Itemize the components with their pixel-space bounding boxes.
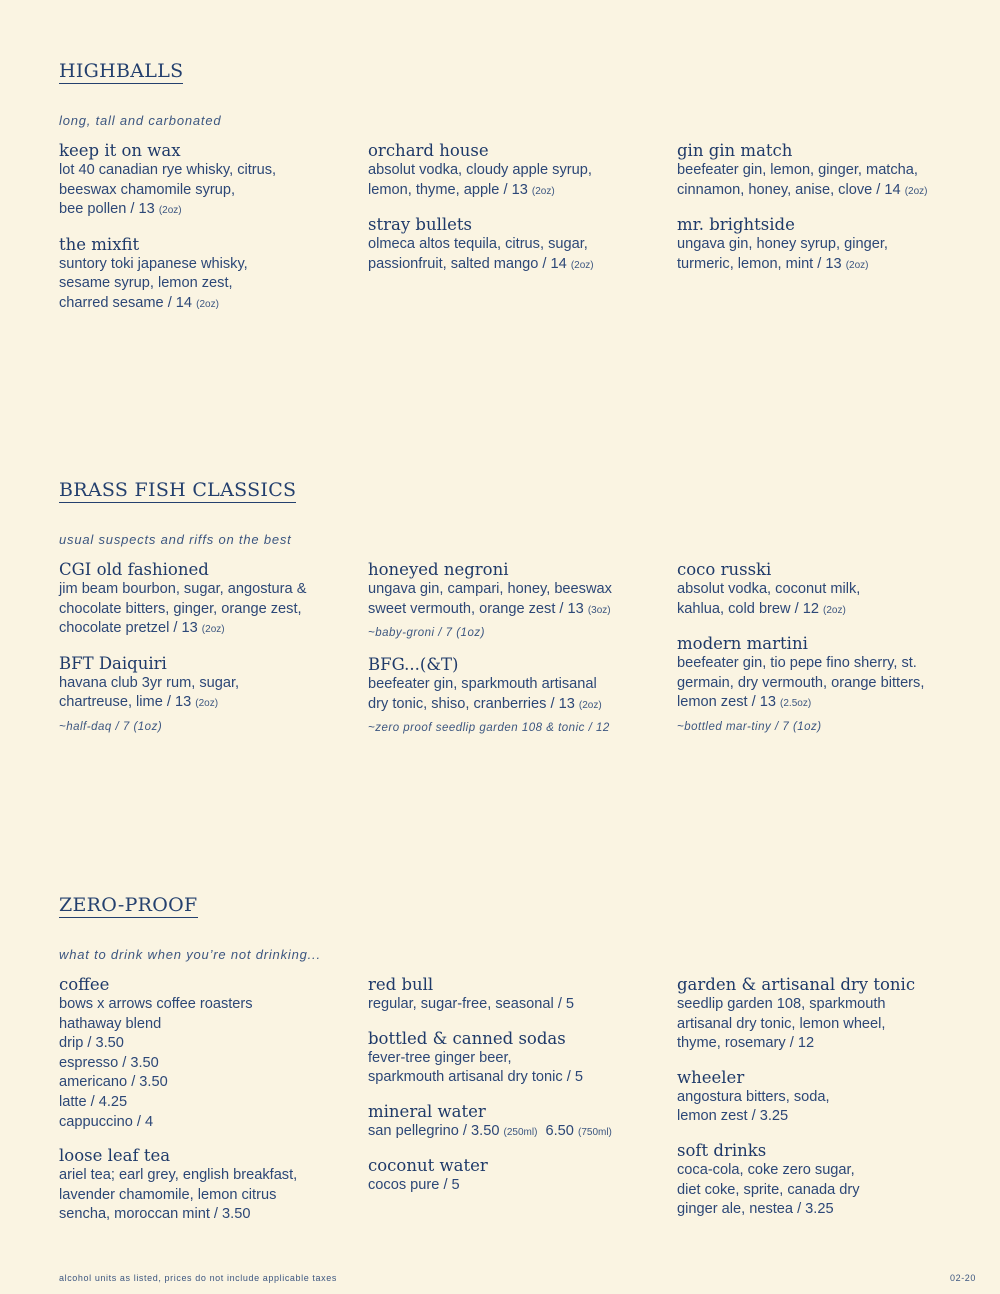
item-description bbox=[677, 235, 967, 275]
description-line bbox=[677, 1034, 967, 1054]
line-text: cinnamon, honey, anise, clove / 14 bbox=[677, 181, 901, 198]
line-text: ungava gin, campari, honey, beeswax bbox=[368, 581, 612, 597]
section-highballs bbox=[59, 60, 959, 311]
menu-column bbox=[368, 560, 658, 750]
item-description bbox=[677, 161, 967, 201]
line-text: lavender chamomile, lemon citrus bbox=[59, 1186, 277, 1203]
menu-item bbox=[368, 1156, 658, 1196]
line-text: sesame syrup, lemon zest, bbox=[59, 275, 233, 292]
line-text: beefeater gin, lemon, ginger, matcha, bbox=[677, 162, 918, 178]
menu-item bbox=[677, 215, 967, 275]
item-name: wheeler bbox=[677, 1067, 745, 1087]
item-description bbox=[59, 674, 349, 714]
line-text: regular, sugar-free, seasonal / 5 bbox=[368, 996, 575, 1012]
item-name: stray bullets bbox=[368, 215, 472, 235]
menu-item bbox=[59, 1146, 349, 1225]
menu-item bbox=[368, 655, 658, 736]
line-text: turmeric, lemon, mint / 13 bbox=[677, 255, 842, 272]
item-name: BFG...(&T) bbox=[368, 655, 459, 675]
item-description bbox=[368, 1122, 658, 1143]
description-line bbox=[368, 235, 658, 255]
description-line bbox=[677, 1015, 967, 1035]
line-text: chocolate pretzel / 13 bbox=[59, 620, 198, 637]
line-text: diet coke, sprite, canada dry bbox=[677, 1181, 860, 1198]
menu-item bbox=[59, 141, 349, 221]
serving-size: (250ml) bbox=[503, 1126, 538, 1138]
description-line bbox=[677, 1181, 967, 1201]
description-line bbox=[677, 1161, 967, 1181]
serving-size: (2oz) bbox=[578, 699, 602, 711]
footer-note: alcohol units as listed, prices do not include applicable taxes bbox=[59, 1273, 337, 1283]
line-text: artisanal dry tonic, lemon wheel, bbox=[677, 1015, 886, 1032]
menu-column bbox=[677, 975, 967, 1234]
item-description bbox=[59, 161, 349, 221]
line-text: germain, dry vermouth, orange bitters, bbox=[677, 674, 925, 691]
description-line bbox=[59, 255, 349, 275]
menu-item bbox=[677, 1068, 967, 1127]
menu-column bbox=[368, 141, 658, 289]
menu-item bbox=[368, 560, 658, 641]
line-text: fever-tree ginger beer, bbox=[368, 1049, 512, 1066]
item-description bbox=[368, 995, 658, 1015]
description-line bbox=[677, 255, 967, 276]
line-text: jim beam bourbon, sugar, angostura & bbox=[59, 581, 307, 597]
line-text: passionfruit, salted mango / 14 bbox=[368, 255, 567, 272]
description-line bbox=[677, 580, 967, 600]
menu-column bbox=[368, 975, 658, 1210]
section-title: ZERO-PROOF bbox=[59, 894, 198, 916]
description-line bbox=[59, 693, 349, 714]
description-line bbox=[368, 1068, 658, 1088]
description-line bbox=[59, 274, 349, 294]
item-description bbox=[59, 580, 349, 640]
description-line bbox=[677, 995, 967, 1015]
item-note: ~bottled mar-tiny / 7 (1oz) bbox=[677, 720, 822, 733]
line-text: thyme, rosemary / 12 bbox=[677, 1035, 815, 1052]
item-description bbox=[59, 995, 349, 1132]
line-text: coca-cola, coke zero sugar, bbox=[677, 1161, 855, 1178]
menu-item bbox=[677, 1141, 967, 1220]
menu-column bbox=[677, 141, 967, 289]
item-description bbox=[677, 1161, 967, 1220]
description-line bbox=[368, 181, 658, 202]
menu-item bbox=[59, 975, 349, 1132]
line-text: angostura bitters, soda, bbox=[677, 1088, 830, 1105]
line-text: kahlua, cold brew / 12 bbox=[677, 600, 819, 617]
line-text: lemon, thyme, apple / 13 bbox=[368, 181, 528, 198]
menu-item bbox=[368, 215, 658, 275]
line-text: seedlip garden 108, sparkmouth bbox=[677, 996, 886, 1012]
section-subtitle: usual suspects and riffs on the best bbox=[59, 532, 292, 547]
description-line bbox=[59, 181, 349, 201]
line-text: olmeca altos tequila, citrus, sugar, bbox=[368, 236, 588, 253]
description-line bbox=[59, 619, 349, 640]
serving-size: (2oz) bbox=[845, 259, 869, 271]
line-text: lemon zest / 3.25 bbox=[677, 1108, 789, 1125]
description-line bbox=[59, 1113, 349, 1133]
item-name: honeyed negroni bbox=[368, 560, 509, 579]
item-name: BFT Daiquiri bbox=[59, 653, 167, 673]
menu-column bbox=[677, 560, 967, 749]
line-text: latte / 4.25 bbox=[59, 1093, 128, 1110]
line-text: charred sesame / 14 bbox=[59, 294, 193, 311]
line-text: bows x arrows coffee roasters bbox=[59, 996, 253, 1012]
description-line bbox=[677, 161, 967, 181]
serving-size: (2oz) bbox=[904, 185, 928, 197]
description-line bbox=[59, 1054, 349, 1074]
description-line bbox=[677, 1200, 967, 1220]
line-text: lot 40 canadian rye whisky, citrus, bbox=[59, 162, 277, 178]
line-text: absolut vodka, coconut milk, bbox=[677, 581, 861, 597]
description-line bbox=[59, 200, 349, 221]
description-line bbox=[59, 1015, 349, 1035]
menu-item bbox=[368, 1029, 658, 1088]
line-text: beeswax chamomile syrup, bbox=[59, 181, 236, 198]
description-line bbox=[677, 674, 967, 694]
item-name: mineral water bbox=[368, 1101, 486, 1121]
item-name: loose leaf tea bbox=[59, 1146, 171, 1166]
menu-column bbox=[59, 141, 349, 329]
serving-size: (750ml) bbox=[577, 1126, 612, 1138]
item-name: CGI old fashioned bbox=[59, 560, 209, 579]
description-line bbox=[677, 235, 967, 255]
menu-item bbox=[677, 141, 967, 201]
line-text: drip / 3.50 bbox=[59, 1035, 124, 1052]
menu-item bbox=[59, 654, 349, 735]
section-brass-fish-classics bbox=[59, 479, 959, 735]
line-text: ginger ale, nestea / 3.25 bbox=[677, 1201, 834, 1218]
menu-item bbox=[59, 560, 349, 640]
description-line bbox=[677, 654, 967, 674]
item-description bbox=[368, 1176, 658, 1196]
line-text: ungava gin, honey syrup, ginger, bbox=[677, 236, 888, 253]
description-line bbox=[368, 1122, 658, 1143]
line-text: havana club 3yr rum, sugar, bbox=[59, 674, 240, 691]
line-text: beefeater gin, sparkmouth artisanal bbox=[368, 676, 597, 693]
item-description bbox=[59, 255, 349, 315]
description-line bbox=[59, 161, 349, 181]
line-text: ariel tea; earl grey, english breakfast, bbox=[59, 1167, 298, 1184]
line-text: chartreuse, lime / 13 bbox=[59, 694, 192, 711]
item-name: coconut water bbox=[368, 1156, 488, 1176]
serving-size: (2oz) bbox=[201, 624, 225, 636]
description-line bbox=[59, 674, 349, 694]
description-line bbox=[59, 1093, 349, 1113]
item-description bbox=[368, 235, 658, 275]
menu-column bbox=[59, 560, 349, 749]
item-description bbox=[368, 1049, 658, 1088]
line-text: suntory toki japanese whisky, bbox=[59, 255, 248, 272]
menu-item bbox=[368, 975, 658, 1015]
item-description bbox=[368, 675, 658, 715]
section-subtitle: what to drink when you’re not drinking... bbox=[59, 947, 321, 962]
footer-code: 02-20 bbox=[950, 1273, 977, 1283]
section-zero-proof bbox=[59, 894, 959, 1223]
description-line bbox=[368, 580, 658, 600]
description-line bbox=[59, 1205, 349, 1225]
item-name: coco russki bbox=[677, 560, 772, 579]
description-line bbox=[368, 1049, 658, 1069]
description-line bbox=[59, 995, 349, 1015]
line-text: lemon zest / 13 bbox=[677, 694, 776, 711]
description-line bbox=[677, 1107, 967, 1127]
line-text: hathaway blend bbox=[59, 1015, 162, 1032]
line-text: sparkmouth artisanal dry tonic / 5 bbox=[368, 1069, 583, 1086]
item-name: mr. brightside bbox=[677, 215, 795, 235]
item-note: ~half-daq / 7 (1oz) bbox=[59, 720, 163, 733]
item-description bbox=[368, 580, 658, 620]
line-text: absolut vodka, cloudy apple syrup, bbox=[368, 162, 592, 178]
serving-size: (3oz) bbox=[587, 604, 611, 616]
serving-size: (2oz) bbox=[158, 205, 182, 217]
line-text: dry tonic, shiso, cranberries / 13 bbox=[368, 695, 575, 712]
menu-item bbox=[677, 560, 967, 620]
item-name: garden & artisanal dry tonic bbox=[677, 975, 916, 994]
line-text: beefeater gin, tio pepe fino sherry, st. bbox=[677, 655, 917, 672]
serving-size: (2oz) bbox=[195, 698, 219, 710]
description-line bbox=[368, 1176, 658, 1196]
description-line bbox=[59, 580, 349, 600]
item-description bbox=[368, 161, 658, 201]
item-description bbox=[677, 1088, 967, 1127]
line-text: sweet vermouth, orange zest / 13 bbox=[368, 600, 584, 617]
description-line bbox=[677, 693, 967, 714]
serving-size: (2oz) bbox=[570, 259, 594, 271]
line-text: americano / 3.50 bbox=[59, 1074, 168, 1091]
description-line bbox=[677, 181, 967, 202]
item-description bbox=[677, 654, 967, 714]
line-text: cocos pure / 5 bbox=[368, 1177, 460, 1194]
item-name: soft drinks bbox=[677, 1140, 767, 1160]
extra-price: 6.50 bbox=[545, 1122, 574, 1139]
line-text: bee pollen / 13 bbox=[59, 201, 155, 218]
item-name: bottled & canned sodas bbox=[368, 1028, 566, 1048]
description-line bbox=[368, 675, 658, 695]
description-line bbox=[368, 161, 658, 181]
description-line bbox=[368, 600, 658, 621]
menu-item bbox=[677, 975, 967, 1054]
description-line bbox=[368, 255, 658, 276]
description-line bbox=[677, 600, 967, 621]
item-note: ~zero proof seedlip garden 108 & tonic / 12 bbox=[368, 722, 610, 735]
serving-size: (2oz) bbox=[196, 298, 219, 310]
section-title: BRASS FISH CLASSICS bbox=[59, 479, 297, 501]
menu-item bbox=[677, 634, 967, 735]
item-description bbox=[59, 1166, 349, 1225]
description-line bbox=[368, 695, 658, 716]
description-line bbox=[59, 1034, 349, 1054]
item-name: the mixfit bbox=[59, 234, 140, 254]
item-name: keep it on wax bbox=[59, 141, 181, 160]
line-text: chocolate bitters, ginger, orange zest, bbox=[59, 600, 302, 617]
menu-column bbox=[59, 975, 349, 1239]
serving-size: (2oz) bbox=[823, 604, 846, 616]
description-line bbox=[677, 1088, 967, 1108]
menu-item bbox=[59, 235, 349, 315]
item-description bbox=[677, 580, 967, 620]
menu-item bbox=[368, 141, 658, 201]
description-line bbox=[59, 600, 349, 620]
description-line bbox=[59, 294, 349, 315]
item-name: modern martini bbox=[677, 634, 808, 654]
item-name: gin gin match bbox=[677, 141, 793, 160]
description-line bbox=[59, 1166, 349, 1186]
item-note: ~baby-groni / 7 (1oz) bbox=[368, 627, 485, 640]
line-text: sencha, moroccan mint / 3.50 bbox=[59, 1206, 251, 1223]
description-line bbox=[59, 1073, 349, 1093]
item-description bbox=[677, 995, 967, 1054]
section-title: HIGHBALLS bbox=[59, 60, 184, 82]
line-text: cappuccino / 4 bbox=[59, 1113, 154, 1130]
item-name: coffee bbox=[59, 975, 110, 994]
line-text: espresso / 3.50 bbox=[59, 1054, 159, 1071]
description-line bbox=[59, 1186, 349, 1206]
description-line bbox=[368, 995, 658, 1015]
section-subtitle: long, tall and carbonated bbox=[59, 113, 222, 128]
serving-size: (2.5oz) bbox=[780, 698, 812, 710]
menu-item bbox=[368, 1102, 658, 1143]
item-name: red bull bbox=[368, 975, 434, 994]
item-name: orchard house bbox=[368, 141, 489, 160]
line-text: san pellegrino / 3.50 bbox=[368, 1122, 500, 1139]
serving-size: (2oz) bbox=[531, 185, 555, 197]
